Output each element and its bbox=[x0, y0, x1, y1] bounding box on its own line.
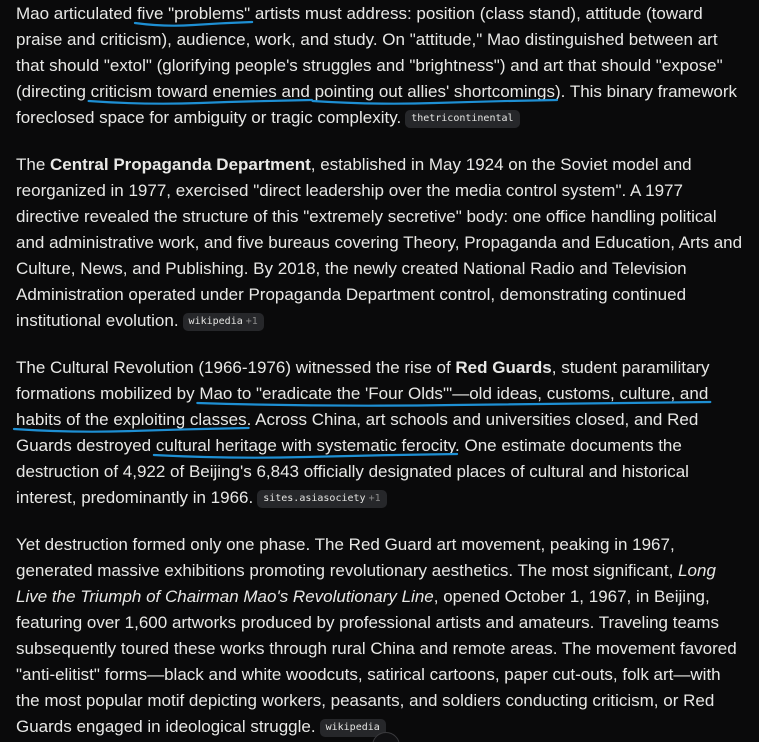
citation-chip[interactable] bbox=[183, 313, 264, 331]
text-run: . Across China, art schools and universities closed, and Red Guards destroyed bbox=[16, 410, 699, 455]
citation-source: wikipedia bbox=[188, 316, 243, 327]
text-run: , opened October 1, 1967, in Beijing, featuring over 1,600 artworks produced by professional artists and amateurs. Traveling teams subsequently toured these works through rural China and remote areas. The movement favored "anti-elitist" forms—black and white woodcuts, satirical cartoons, paper cut-outs, folk art—with the most popular motif depicting workers, peasants, and soldiers conducting criticism, or Red Guards engaged in ideological struggle. bbox=[16, 587, 737, 736]
text-run bbox=[310, 82, 315, 101]
citation-more-count: +1 bbox=[245, 316, 258, 327]
text-run: Yet destruction formed only one phase. The Red Guard art movement, peaking in 1967, generated massive exhibitions promoting revolutionary aesthetics. The most significant, bbox=[16, 535, 679, 580]
text-run: ). This binary framework foreclosed space for ambiguity or tragic complexity. bbox=[16, 82, 738, 127]
citation-source: wikipedia bbox=[325, 722, 380, 733]
paragraph bbox=[16, 1, 744, 131]
bold-term: Red Guards bbox=[455, 358, 552, 377]
citation-source: sites.asiasociety bbox=[263, 493, 366, 504]
paragraph bbox=[16, 355, 744, 511]
text-run: Mao articulated bbox=[16, 4, 137, 23]
text-run: , established in May 1924 on the Soviet model and reorganized in 1977, exercised "direct leadership over the media control system". A 1977 directive revealed the structure of this "extremely secretive" body: one office handling political and administrative work, and five bureaus covering Theory, Propaganda and Education, Arts and Culture, News, and Publishing. By 2018, the newly created National Radio and Television Administration operated under Propaganda Department control, demonstrating continued institutional evolution. bbox=[16, 155, 743, 330]
text-run: , student paramilitary formations mobilized by bbox=[16, 358, 710, 403]
italic-title: Long Live the Triumph of Chairman Mao's Revolutionary Line bbox=[16, 561, 716, 606]
underlined-passage: five "problems" bbox=[136, 4, 251, 23]
underlined-passage: cultural heritage with systematic ferocity bbox=[155, 436, 456, 455]
citation-chip[interactable] bbox=[257, 490, 386, 508]
citation-source: thetricontinental bbox=[411, 113, 514, 124]
answer-body bbox=[16, 1, 744, 742]
underlined-passage: pointing out allies' shortcomings bbox=[314, 82, 556, 101]
text-run: . One estimate documents the destruction of 4,922 of Beijing's 6,843 officially designated places of cultural and historical interest, predominantly in 1966. bbox=[16, 436, 689, 507]
paragraph bbox=[16, 152, 744, 334]
text-run: The bbox=[16, 155, 51, 174]
citation-chip[interactable] bbox=[320, 719, 386, 737]
text-run: The Cultural Revolution (1966-1976) witnessed the rise of bbox=[16, 358, 456, 377]
text-run: artists must address: position (class stand), attitude (toward praise and criticism), audience, work, and study. On "attitude," Mao distinguished between art that should "extol" (glorifying people's struggles and "brightness") and art that should "expose" (directing bbox=[16, 4, 723, 101]
paragraph bbox=[16, 532, 744, 740]
citation-more-count: +1 bbox=[368, 493, 381, 504]
underlined-passage: Mao to "eradicate the 'Four Olds'"—old ideas, customs, culture, and habits of the exploiting classes bbox=[16, 384, 709, 429]
underlined-passage: criticism toward enemies and bbox=[90, 82, 310, 101]
bold-term: Central Propaganda Department bbox=[50, 155, 311, 174]
citation-chip[interactable] bbox=[405, 110, 519, 128]
